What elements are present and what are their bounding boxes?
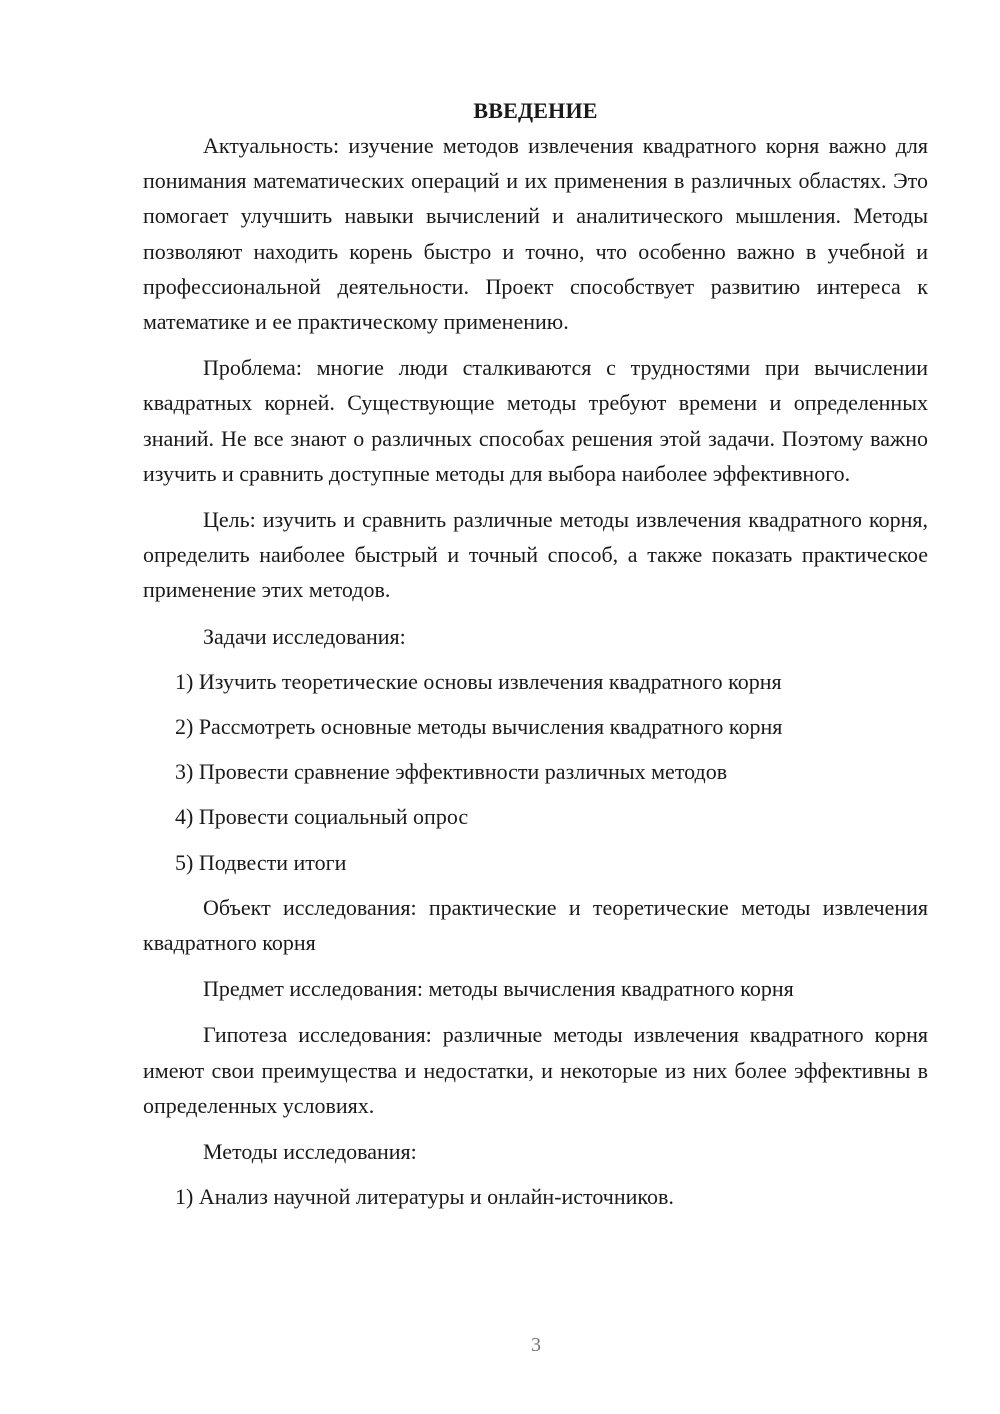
- list-item: 5) Подвести итоги: [175, 849, 347, 875]
- object-paragraph: Объект исследования: практические и теоретические методы извлечения квадратного корня: [143, 894, 928, 956]
- hypothesis-paragraph: Гипотеза исследования: различные методы извлечения квадратного корня имеют свои преимущества и недостатки, и некоторые из них более эффективны в определенных условиях.: [143, 1022, 928, 1118]
- methods-list: [143, 1179, 928, 1214]
- list-item: 3) Провести сравнение эффективности различных методов: [175, 759, 728, 785]
- relevance-paragraph: Актуальность: изучение методов извлечения квадратного корня важно для понимания математических операций и их применения в различных областях. Это помогает улучшить навыки вычислений и аналитического мышления. Методы позволяют находить корень быстро и точно, что особенно важно в учебной и профессиональной деятельности. Проект способствует развитию интереса к математике и ее практическому применению.: [143, 133, 928, 335]
- list-item: 4) Провести социальный опрос: [175, 804, 469, 830]
- subject-paragraph: Предмет исследования: методы вычисления квадратного корня: [203, 976, 794, 1002]
- list-item: 2) Рассмотреть основные методы вычисления квадратного корня: [175, 714, 783, 740]
- list-item: 1) Изучить теоретические основы извлечения квадратного корня: [175, 668, 782, 694]
- tasks-list: [143, 664, 928, 880]
- goal-paragraph: Цель: изучить и сравнить различные методы извлечения квадратного корня, определить наиболее быстрый и точный способ, а также показать практическое применение этих методов.: [143, 507, 928, 603]
- methods-heading: Методы исследования:: [203, 1139, 417, 1165]
- tasks-heading: Задачи исследования:: [203, 623, 406, 649]
- page-number: 3: [531, 1334, 541, 1356]
- page-title: ВВЕДЕНИЕ: [473, 98, 598, 123]
- list-item: 1) Анализ научной литературы и онлайн-источников.: [175, 1184, 674, 1210]
- problem-paragraph: Проблема: многие люди сталкиваются с трудностями при вычислении квадратных корней. Существующие методы требуют времени и определенных знаний. Не все знают о различных способах решения этой задачи. Поэтому важно изучить и сравнить доступные методы для выбора наиболее эффективного.: [143, 355, 928, 486]
- document-page: [143, 93, 928, 1224]
